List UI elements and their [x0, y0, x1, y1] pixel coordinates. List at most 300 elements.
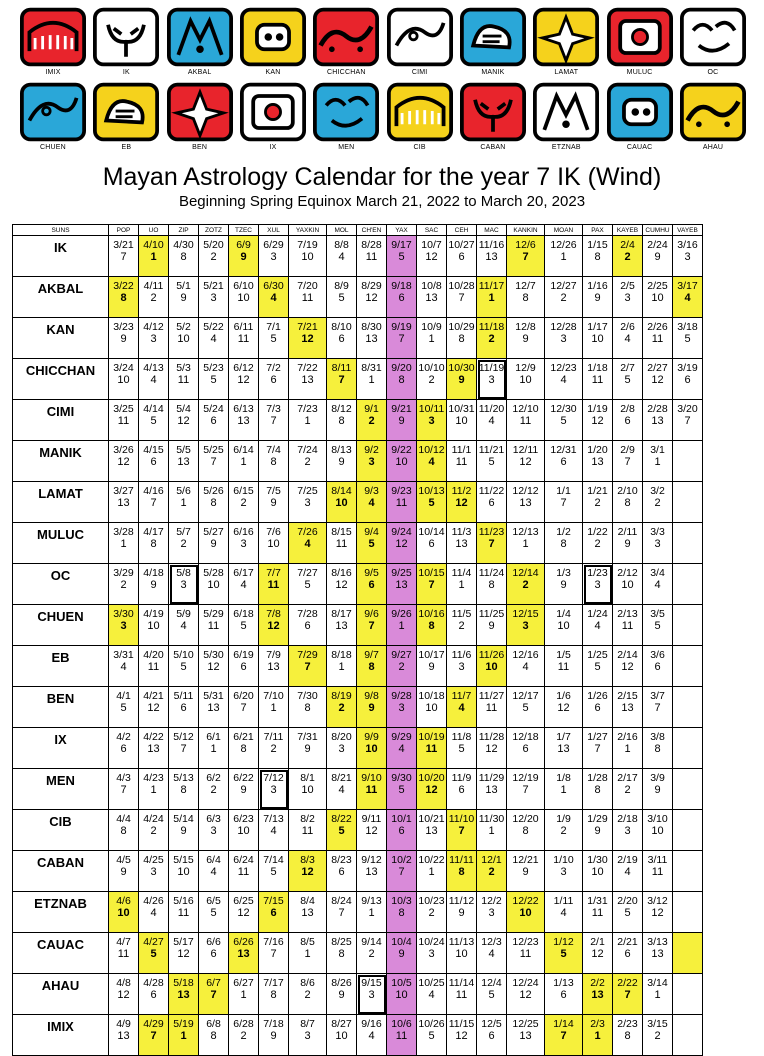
cell-number: 6 — [560, 989, 567, 1001]
cell-date: 5/21 — [203, 280, 224, 292]
cell-number: 3 — [398, 702, 405, 714]
table-cell — [583, 359, 613, 400]
table-cell — [447, 359, 477, 400]
sun-label: AKBAL — [13, 277, 109, 318]
table-cell — [169, 892, 199, 933]
cell-date: 8/12 — [331, 403, 352, 415]
cell-number: 13 — [425, 825, 438, 837]
cell-date: 7/29 — [297, 649, 318, 661]
table-cell — [417, 933, 447, 974]
table-cell — [199, 318, 229, 359]
table-cell — [289, 605, 327, 646]
column-header-cumhu: CUMHU — [643, 225, 673, 236]
table-cell — [417, 646, 447, 687]
cell-number: 3 — [522, 620, 529, 632]
cell-number: 6 — [304, 620, 311, 632]
table-cell — [583, 400, 613, 441]
cell-number: 13 — [301, 374, 314, 386]
table-cell — [169, 400, 199, 441]
cell-number: 8 — [458, 333, 465, 345]
cell-number: 4 — [210, 866, 217, 878]
sun-label: CHICCHAN — [13, 359, 109, 400]
cell-number: 3 — [210, 292, 217, 304]
cell-number: 8 — [624, 497, 631, 509]
glyph-label: LAMAT — [554, 69, 579, 76]
cell-date: 5/13 — [173, 772, 194, 784]
cell-number: 4 — [120, 661, 127, 673]
cell-date: 12/25 — [512, 1018, 539, 1030]
cell-date: 1/10 — [553, 854, 574, 866]
cell-number: 8 — [458, 866, 465, 878]
cell-date: 11/21 — [478, 444, 505, 456]
cell-number: 3 — [304, 1030, 311, 1042]
table-cell — [199, 605, 229, 646]
cell-number: 5 — [488, 456, 495, 468]
cell-date: 3/16 — [677, 239, 698, 251]
cell-number: 6 — [180, 702, 187, 714]
cell-number: 6 — [560, 456, 567, 468]
table-cell — [417, 236, 447, 277]
cell-number: 9 — [338, 989, 345, 1001]
table-cell — [169, 851, 199, 892]
table-cell — [477, 523, 507, 564]
table-cell — [387, 400, 417, 441]
cell-date: 1/29 — [587, 813, 608, 825]
table-row — [13, 564, 703, 605]
table-cell — [109, 974, 139, 1015]
cell-date: 3/8 — [650, 731, 665, 743]
table-cell — [139, 236, 169, 277]
cell-number: 7 — [398, 333, 405, 345]
sun-label: LAMAT — [13, 482, 109, 523]
cell-date: 11/22 — [478, 485, 505, 497]
cell-number: 13 — [147, 743, 160, 755]
table-cell — [357, 933, 387, 974]
table-cell — [613, 974, 643, 1015]
glyph-chicchan — [311, 6, 381, 78]
cell-date: 1/9 — [556, 813, 571, 825]
cell-number: 11 — [519, 948, 532, 960]
column-header-kayeb: KAYEB — [613, 225, 643, 236]
table-cell — [417, 687, 447, 728]
table-row — [13, 359, 703, 400]
cell-number: 5 — [624, 907, 631, 919]
table-cell — [387, 1015, 417, 1056]
cell-number: 5 — [398, 784, 405, 796]
cell-number: 11 — [207, 620, 220, 632]
cell-date: 2/11 — [617, 526, 638, 538]
cell-number: 3 — [428, 415, 435, 427]
table-cell — [327, 892, 357, 933]
cell-number: 11 — [557, 661, 570, 673]
cell-number: 6 — [428, 538, 435, 550]
cell-date: 7/12 — [263, 772, 284, 784]
table-cell — [289, 851, 327, 892]
cell-date: 11/2 — [451, 485, 472, 497]
glyph-label: MANIK — [481, 69, 505, 76]
cell-number: 12 — [425, 251, 438, 263]
cell-number: 5 — [368, 538, 375, 550]
cell-date: 8/10 — [331, 321, 352, 333]
table-cell — [327, 400, 357, 441]
table-cell — [327, 1015, 357, 1056]
cell-date: 4/29 — [143, 1018, 164, 1030]
cell-date: 10/20 — [418, 772, 445, 784]
table-cell — [109, 687, 139, 728]
cell-date: 8/16 — [331, 567, 352, 579]
cell-number: 12 — [557, 702, 570, 714]
table-cell — [109, 1015, 139, 1056]
cell-date: 3/26 — [113, 444, 134, 456]
table-cell — [229, 236, 259, 277]
cell-number: 4 — [304, 538, 311, 550]
table-cell — [199, 441, 229, 482]
cell-date: 1/18 — [587, 362, 608, 374]
cell-date: 8/6 — [300, 977, 315, 989]
table-cell — [643, 236, 673, 277]
table-cell — [259, 892, 289, 933]
cell-date: 4/16 — [143, 485, 164, 497]
cell-number: 6 — [398, 292, 405, 304]
table-cell — [417, 851, 447, 892]
cell-number: 13 — [621, 702, 634, 714]
table-cell — [613, 400, 643, 441]
cell-number: 9 — [270, 497, 277, 509]
table-cell — [169, 564, 199, 605]
cell-number: 3 — [624, 825, 631, 837]
cell-number: 7 — [180, 743, 187, 755]
table-cell — [259, 974, 289, 1015]
cell-number: 2 — [304, 456, 311, 468]
cell-number: 8 — [150, 538, 157, 550]
table-cell — [507, 810, 545, 851]
table-cell — [169, 523, 199, 564]
table-cell — [169, 810, 199, 851]
cell-number: 9 — [654, 784, 661, 796]
cell-date: 12/23 — [550, 362, 577, 374]
cell-date: 8/14 — [331, 485, 352, 497]
cell-date: 3/2 — [650, 485, 665, 497]
cell-number: 5 — [338, 292, 345, 304]
cell-date: 1/26 — [587, 690, 608, 702]
cell-number: 7 — [488, 538, 495, 550]
cell-number: 8 — [120, 825, 127, 837]
cell-number: 13 — [651, 948, 664, 960]
table-cell — [387, 933, 417, 974]
cell-date: 1/19 — [587, 403, 608, 415]
table-row — [13, 318, 703, 359]
table-row — [13, 687, 703, 728]
table-cell — [673, 605, 703, 646]
cell-number: 1 — [240, 989, 247, 1001]
cell-date: 12/26 — [550, 239, 577, 251]
table-cell — [387, 523, 417, 564]
cell-date: 10/3 — [391, 895, 412, 907]
cell-number: 10 — [485, 661, 498, 673]
cell-date: 10/19 — [418, 731, 445, 743]
cell-date: 2/24 — [647, 239, 668, 251]
cell-date: 3/28 — [113, 526, 134, 538]
table-cell — [289, 933, 327, 974]
table-cell — [477, 728, 507, 769]
table-cell — [545, 359, 583, 400]
cell-date: 10/2 — [391, 854, 412, 866]
table-cell — [583, 728, 613, 769]
cell-number: 11 — [395, 1030, 408, 1042]
cell-date: 4/13 — [143, 362, 164, 374]
cell-number: 1 — [488, 292, 495, 304]
table-cell — [613, 564, 643, 605]
cell-number: 13 — [117, 497, 130, 509]
sun-label: IMIX — [13, 1015, 109, 1056]
cell-number: 9 — [120, 866, 127, 878]
cell-number: 9 — [210, 538, 217, 550]
cell-date: 6/15 — [233, 485, 254, 497]
cimi-glyph-icon — [387, 6, 453, 68]
cell-date: 6/22 — [233, 772, 254, 784]
table-cell — [507, 728, 545, 769]
cell-date: 10/27 — [448, 239, 475, 251]
cell-number: 13 — [267, 661, 280, 673]
cell-number: 2 — [240, 1030, 247, 1042]
cell-date: 10/14 — [418, 526, 445, 538]
cell-date: 4/12 — [143, 321, 164, 333]
cell-number: 1 — [594, 1030, 601, 1042]
cell-number: 2 — [210, 784, 217, 796]
cell-number: 9 — [398, 415, 405, 427]
cell-number: 11 — [425, 743, 438, 755]
table-cell — [169, 359, 199, 400]
cell-date: 8/31 — [361, 362, 382, 374]
cell-number: 9 — [522, 333, 529, 345]
table-cell — [613, 933, 643, 974]
table-cell — [387, 810, 417, 851]
table-cell — [387, 646, 417, 687]
cell-number: 7 — [522, 784, 529, 796]
table-cell — [357, 851, 387, 892]
cell-date: 11/10 — [448, 813, 475, 825]
cell-number: 5 — [522, 702, 529, 714]
cell-date: 4/28 — [143, 977, 164, 989]
cell-number: 3 — [594, 579, 601, 591]
cell-number: 13 — [237, 415, 250, 427]
cell-number: 1 — [624, 743, 631, 755]
cell-number: 10 — [147, 620, 160, 632]
glyph-label: OC — [707, 69, 719, 76]
cell-date: 1/11 — [553, 895, 574, 907]
cell-number: 13 — [485, 784, 498, 796]
cell-date: 4/6 — [116, 895, 131, 907]
cell-number: 5 — [428, 1030, 435, 1042]
cell-date: 2/5 — [620, 280, 635, 292]
table-cell — [387, 441, 417, 482]
cell-number: 10 — [519, 374, 532, 386]
cell-number: 7 — [684, 415, 691, 427]
cell-date: 2/16 — [617, 731, 638, 743]
table-cell — [673, 441, 703, 482]
table-cell — [673, 646, 703, 687]
table-row — [13, 892, 703, 933]
cell-date: 8/17 — [331, 608, 352, 620]
table-cell — [109, 605, 139, 646]
cell-date: 10/28 — [448, 280, 475, 292]
cell-date: 5/9 — [176, 608, 191, 620]
table-cell — [545, 974, 583, 1015]
cell-number: 8 — [338, 415, 345, 427]
table-cell — [417, 277, 447, 318]
table-cell — [259, 277, 289, 318]
cell-date: 4/8 — [116, 977, 131, 989]
cell-date: 2/28 — [647, 403, 668, 415]
cell-date: 9/7 — [364, 649, 379, 661]
cell-date: 5/23 — [203, 362, 224, 374]
cell-date: 7/5 — [266, 485, 281, 497]
cell-number: 13 — [485, 251, 498, 263]
cell-date: 8/4 — [300, 895, 315, 907]
table-cell — [229, 564, 259, 605]
cell-number: 10 — [335, 1030, 348, 1042]
table-cell — [583, 482, 613, 523]
cell-number: 7 — [304, 661, 311, 673]
table-cell — [357, 687, 387, 728]
table-cell — [289, 974, 327, 1015]
cell-date: 4/21 — [143, 690, 164, 702]
cell-date: 6/17 — [233, 567, 254, 579]
cell-date: 3/11 — [647, 854, 668, 866]
cell-date: 1/22 — [587, 526, 608, 538]
sun-label: ETZNAB — [13, 892, 109, 933]
cell-number: 4 — [488, 948, 495, 960]
glyph-cib — [385, 81, 455, 153]
sun-label: BEN — [13, 687, 109, 728]
cell-number: 11 — [177, 907, 190, 919]
table-cell — [387, 687, 417, 728]
table-cell — [545, 441, 583, 482]
table-cell — [507, 441, 545, 482]
table-cell — [199, 400, 229, 441]
cell-date: 12/17 — [512, 690, 539, 702]
sun-label: IK — [13, 236, 109, 277]
cell-date: 4/3 — [116, 772, 131, 784]
column-header-moan: MOAN — [545, 225, 583, 236]
cell-date: 9/26 — [391, 608, 412, 620]
cell-date: 10/22 — [418, 854, 445, 866]
table-row — [13, 851, 703, 892]
cell-number: 11 — [365, 251, 378, 263]
cell-date: 7/19 — [297, 239, 318, 251]
table-cell — [357, 441, 387, 482]
cell-date: 6/18 — [233, 608, 254, 620]
cell-date: 5/7 — [176, 526, 191, 538]
glyph-ahau — [678, 81, 748, 153]
cell-number: 10 — [651, 292, 664, 304]
cell-number: 9 — [150, 579, 157, 591]
cell-number: 4 — [338, 784, 345, 796]
table-cell — [327, 277, 357, 318]
table-cell — [229, 933, 259, 974]
cell-number: 8 — [304, 702, 311, 714]
cell-date: 10/23 — [418, 895, 445, 907]
cell-date: 11/4 — [451, 567, 472, 579]
cell-number: 13 — [177, 456, 190, 468]
page-subtitle: Beginning Spring Equinox March 21, 2022 to March 20, 2023 — [178, 193, 586, 210]
table-row — [13, 277, 703, 318]
cell-number: 1 — [150, 251, 157, 263]
cell-number: 4 — [458, 702, 465, 714]
cell-number: 7 — [150, 497, 157, 509]
cell-date: 12/31 — [550, 444, 577, 456]
table-cell — [199, 236, 229, 277]
glyph-etznab — [531, 81, 601, 153]
cell-number: 7 — [458, 825, 465, 837]
cell-date: 6/9 — [236, 239, 251, 251]
cell-number: 10 — [117, 374, 130, 386]
cell-number: 7 — [210, 989, 217, 1001]
table-cell — [447, 277, 477, 318]
cell-number: 2 — [338, 702, 345, 714]
chuen-glyph-icon — [20, 81, 86, 143]
cell-number: 5 — [684, 333, 691, 345]
table-cell — [507, 646, 545, 687]
cell-date: 11/19 — [478, 362, 505, 374]
cell-date: 8/26 — [331, 977, 352, 989]
cell-number: 3 — [368, 989, 375, 1001]
cell-number: 2 — [180, 538, 187, 550]
cell-number: 9 — [654, 251, 661, 263]
table-cell — [289, 523, 327, 564]
cell-date: 10/9 — [421, 321, 442, 333]
cell-number: 7 — [560, 1030, 567, 1042]
table-cell — [109, 769, 139, 810]
table-cell — [259, 810, 289, 851]
cell-number: 10 — [591, 333, 604, 345]
cell-date: 6/23 — [233, 813, 254, 825]
table-cell — [583, 646, 613, 687]
cell-number: 4 — [428, 456, 435, 468]
cell-date: 9/3 — [364, 485, 379, 497]
cell-number: 5 — [120, 702, 127, 714]
cell-date: 6/1 — [206, 731, 221, 743]
table-row — [13, 523, 703, 564]
cell-date: 1/24 — [587, 608, 608, 620]
cell-number: 10 — [455, 415, 468, 427]
cell-date: 4/10 — [143, 239, 164, 251]
cell-date: 10/12 — [418, 444, 445, 456]
table-cell — [169, 1015, 199, 1056]
table-cell — [583, 810, 613, 851]
cell-number: 12 — [455, 497, 468, 509]
glyph-label: AHAU — [702, 144, 724, 151]
cell-number: 9 — [240, 251, 247, 263]
cell-date: 3/19 — [677, 362, 698, 374]
cell-number: 11 — [591, 374, 604, 386]
cell-date: 3/27 — [113, 485, 134, 497]
table-cell — [139, 359, 169, 400]
cell-date: 11/16 — [478, 239, 505, 251]
cell-date: 7/27 — [297, 567, 318, 579]
table-cell — [447, 851, 477, 892]
cell-number: 9 — [240, 784, 247, 796]
table-cell — [199, 687, 229, 728]
column-header-uo: UO — [139, 225, 169, 236]
cell-number: 6 — [624, 415, 631, 427]
cell-number: 13 — [395, 579, 408, 591]
sun-label: EB — [13, 646, 109, 687]
table-cell — [169, 236, 199, 277]
table-cell — [357, 564, 387, 605]
cell-date: 2/3 — [590, 1018, 605, 1030]
cell-date: 7/1 — [266, 321, 281, 333]
